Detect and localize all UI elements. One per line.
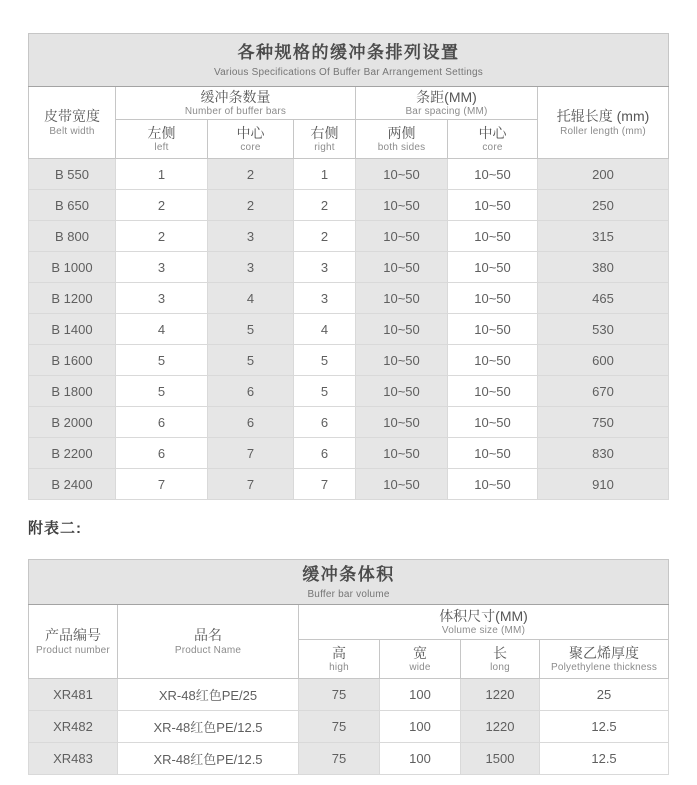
table2-title-row xyxy=(29,560,669,605)
roller-length-header xyxy=(538,87,669,159)
cell-left-count: 4 xyxy=(116,314,208,345)
long-sub-header xyxy=(461,640,540,679)
table1-subtitle: Various Specifications Of Buffer Bar Arrangement Settings xyxy=(214,66,483,78)
both-sides-label-cn: 两侧 xyxy=(387,124,416,141)
cell-left-count: 7 xyxy=(116,469,208,500)
roller-length-label-en: Roller length (mm) xyxy=(560,125,646,137)
cell-product-name: XR-48红色PE/12.5 xyxy=(118,711,299,743)
right-sub-header xyxy=(294,120,356,159)
cell-long: 1220 xyxy=(461,679,540,711)
cell-left-count: 2 xyxy=(116,221,208,252)
high-label-en: high xyxy=(329,662,349,674)
pe-thickness-sub-header xyxy=(540,640,669,679)
cell-core-spacing: 10~50 xyxy=(448,469,538,500)
table1-title: 各种规格的缓冲条排列设置 xyxy=(237,43,460,63)
cell-left-count: 5 xyxy=(116,345,208,376)
table-row xyxy=(29,407,669,438)
high-label-cn: 高 xyxy=(332,644,346,661)
cell-left-count: 2 xyxy=(116,190,208,221)
cell-core-spacing: 10~50 xyxy=(448,221,538,252)
core-spacing-sub-header xyxy=(448,120,538,159)
cell-belt-width: B 2200 xyxy=(29,438,116,469)
cell-product-number: XR482 xyxy=(29,711,118,743)
cell-pe-thickness: 25 xyxy=(540,679,669,711)
product-number-label-cn: 产品编号 xyxy=(45,627,101,644)
volume-size-group-header xyxy=(299,605,669,640)
cell-core-count: 6 xyxy=(208,407,294,438)
cell-both-sides-spacing: 10~50 xyxy=(356,376,448,407)
cell-left-count: 6 xyxy=(116,438,208,469)
table2-subtitle: Buffer bar volume xyxy=(307,588,390,600)
table-row xyxy=(29,221,669,252)
wide-sub-header xyxy=(380,640,461,679)
belt-width-label-en: Belt width xyxy=(49,125,95,137)
cell-both-sides-spacing: 10~50 xyxy=(356,438,448,469)
cell-belt-width: B 1400 xyxy=(29,314,116,345)
table-row xyxy=(29,438,669,469)
table-row xyxy=(29,711,669,743)
cell-belt-width: B 650 xyxy=(29,190,116,221)
cell-pe-thickness: 12.5 xyxy=(540,743,669,775)
cell-roller-length: 530 xyxy=(538,314,669,345)
table2-group-header-row xyxy=(29,605,669,640)
cell-belt-width: B 1600 xyxy=(29,345,116,376)
cell-right-count: 6 xyxy=(294,438,356,469)
core-count-label-en: core xyxy=(240,142,261,154)
cell-left-count: 1 xyxy=(116,159,208,190)
cell-wide: 100 xyxy=(380,743,461,775)
cell-roller-length: 830 xyxy=(538,438,669,469)
cell-right-count: 3 xyxy=(294,283,356,314)
cell-left-count: 5 xyxy=(116,376,208,407)
cell-core-spacing: 10~50 xyxy=(448,345,538,376)
right-label-cn: 右侧 xyxy=(310,124,339,141)
cell-high: 75 xyxy=(299,679,380,711)
belt-width-header xyxy=(29,87,116,159)
cell-pe-thickness: 12.5 xyxy=(540,711,669,743)
cell-long: 1500 xyxy=(461,743,540,775)
buffer-bar-volume-table xyxy=(28,559,669,775)
cell-wide: 100 xyxy=(380,679,461,711)
cell-right-count: 7 xyxy=(294,469,356,500)
cell-right-count: 6 xyxy=(294,407,356,438)
appendix-label: 附表二: xyxy=(28,520,82,537)
cell-right-count: 1 xyxy=(294,159,356,190)
cell-belt-width: B 1000 xyxy=(29,252,116,283)
cell-core-spacing: 10~50 xyxy=(448,190,538,221)
cell-product-number: XR481 xyxy=(29,679,118,711)
cell-both-sides-spacing: 10~50 xyxy=(356,221,448,252)
cell-belt-width: B 1800 xyxy=(29,376,116,407)
wide-label-en: wide xyxy=(409,662,431,674)
cell-core-spacing: 10~50 xyxy=(448,314,538,345)
bar-spacing-group-header xyxy=(356,87,538,120)
cell-core-count: 7 xyxy=(208,438,294,469)
cell-belt-width: B 2400 xyxy=(29,469,116,500)
cell-core-count: 3 xyxy=(208,221,294,252)
cell-both-sides-spacing: 10~50 xyxy=(356,252,448,283)
high-sub-header xyxy=(299,640,380,679)
table1-title-cell xyxy=(29,34,669,87)
cell-roller-length: 465 xyxy=(538,283,669,314)
cell-core-count: 7 xyxy=(208,469,294,500)
cell-core-count: 4 xyxy=(208,283,294,314)
product-name-label-en: Product Name xyxy=(174,644,242,656)
cell-left-count: 3 xyxy=(116,252,208,283)
core-count-label-cn: 中心 xyxy=(236,124,265,141)
cell-high: 75 xyxy=(299,711,380,743)
cell-roller-length: 750 xyxy=(538,407,669,438)
cell-core-count: 5 xyxy=(208,314,294,345)
table-row xyxy=(29,283,669,314)
cell-roller-length: 250 xyxy=(538,190,669,221)
core-count-sub-header xyxy=(208,120,294,159)
volume-size-label-en: Volume size (MM) xyxy=(441,625,526,637)
cell-both-sides-spacing: 10~50 xyxy=(356,190,448,221)
cell-core-count: 3 xyxy=(208,252,294,283)
cell-core-count: 2 xyxy=(208,190,294,221)
cell-right-count: 5 xyxy=(294,345,356,376)
cell-both-sides-spacing: 10~50 xyxy=(356,314,448,345)
buffer-count-label-en: Number of buffer bars xyxy=(184,106,287,118)
pe-thickness-label-cn: 聚乙烯厚度 xyxy=(569,644,640,661)
cell-long: 1220 xyxy=(461,711,540,743)
core-spacing-label-cn: 中心 xyxy=(478,124,507,141)
cell-core-count: 5 xyxy=(208,345,294,376)
table-row xyxy=(29,314,669,345)
bar-spacing-label-cn: 条距(MM) xyxy=(416,88,477,105)
table1-title-row xyxy=(29,34,669,87)
left-label-en: left xyxy=(154,142,169,154)
table1-group-header-row xyxy=(29,87,669,120)
table2-title-cell xyxy=(29,560,669,605)
cell-product-name: XR-48红色PE/25 xyxy=(118,679,299,711)
cell-right-count: 5 xyxy=(294,376,356,407)
cell-belt-width: B 800 xyxy=(29,221,116,252)
roller-length-label-cn: 托辊长度 (mm) xyxy=(556,108,650,125)
table-row xyxy=(29,743,669,775)
cell-core-spacing: 10~50 xyxy=(448,252,538,283)
cell-right-count: 3 xyxy=(294,252,356,283)
cell-product-number: XR483 xyxy=(29,743,118,775)
right-label-en: right xyxy=(314,142,335,154)
bar-spacing-label-en: Bar spacing (MM) xyxy=(405,106,488,118)
table-row xyxy=(29,376,669,407)
cell-both-sides-spacing: 10~50 xyxy=(356,407,448,438)
cell-roller-length: 910 xyxy=(538,469,669,500)
cell-belt-width: B 550 xyxy=(29,159,116,190)
cell-high: 75 xyxy=(299,743,380,775)
core-spacing-label-en: core xyxy=(482,142,503,154)
cell-roller-length: 600 xyxy=(538,345,669,376)
table-row xyxy=(29,159,669,190)
belt-width-label-cn: 皮带宽度 xyxy=(44,108,100,125)
both-sides-sub-header xyxy=(356,120,448,159)
cell-roller-length: 670 xyxy=(538,376,669,407)
wide-label-cn: 宽 xyxy=(413,644,427,661)
cell-roller-length: 200 xyxy=(538,159,669,190)
table-row xyxy=(29,469,669,500)
table-row xyxy=(29,190,669,221)
table-row xyxy=(29,345,669,376)
left-label-cn: 左侧 xyxy=(147,124,176,141)
cell-roller-length: 380 xyxy=(538,252,669,283)
table-row xyxy=(29,252,669,283)
cell-left-count: 3 xyxy=(116,283,208,314)
volume-size-label-cn: 体积尺寸(MM) xyxy=(439,607,528,624)
table2-title: 缓冲条体积 xyxy=(302,565,395,585)
pe-thickness-label-en: Polyethylene thickness xyxy=(550,662,658,674)
cell-belt-width: B 1200 xyxy=(29,283,116,314)
buffer-count-label-cn: 缓冲条数量 xyxy=(200,88,271,105)
cell-wide: 100 xyxy=(380,711,461,743)
cell-roller-length: 315 xyxy=(538,221,669,252)
product-number-label-en: Product number xyxy=(36,644,110,656)
cell-right-count: 2 xyxy=(294,221,356,252)
product-name-header xyxy=(118,605,299,679)
cell-right-count: 4 xyxy=(294,314,356,345)
cell-right-count: 2 xyxy=(294,190,356,221)
product-number-header xyxy=(29,605,118,679)
both-sides-label-en: both sides xyxy=(377,142,426,154)
cell-both-sides-spacing: 10~50 xyxy=(356,469,448,500)
cell-core-spacing: 10~50 xyxy=(448,407,538,438)
cell-both-sides-spacing: 10~50 xyxy=(356,345,448,376)
buffer-count-group-header xyxy=(116,87,356,120)
long-label-cn: 长 xyxy=(493,644,507,661)
cell-belt-width: B 2000 xyxy=(29,407,116,438)
cell-both-sides-spacing: 10~50 xyxy=(356,159,448,190)
cell-both-sides-spacing: 10~50 xyxy=(356,283,448,314)
cell-product-name: XR-48红色PE/12.5 xyxy=(118,743,299,775)
cell-left-count: 6 xyxy=(116,407,208,438)
cell-core-spacing: 10~50 xyxy=(448,376,538,407)
cell-core-spacing: 10~50 xyxy=(448,159,538,190)
left-sub-header xyxy=(116,120,208,159)
product-name-label-cn: 品名 xyxy=(194,627,222,644)
buffer-bar-arrangement-table xyxy=(28,33,669,500)
table-row xyxy=(29,679,669,711)
long-label-en: long xyxy=(490,662,510,674)
cell-core-count: 2 xyxy=(208,159,294,190)
cell-core-count: 6 xyxy=(208,376,294,407)
cell-core-spacing: 10~50 xyxy=(448,283,538,314)
cell-core-spacing: 10~50 xyxy=(448,438,538,469)
